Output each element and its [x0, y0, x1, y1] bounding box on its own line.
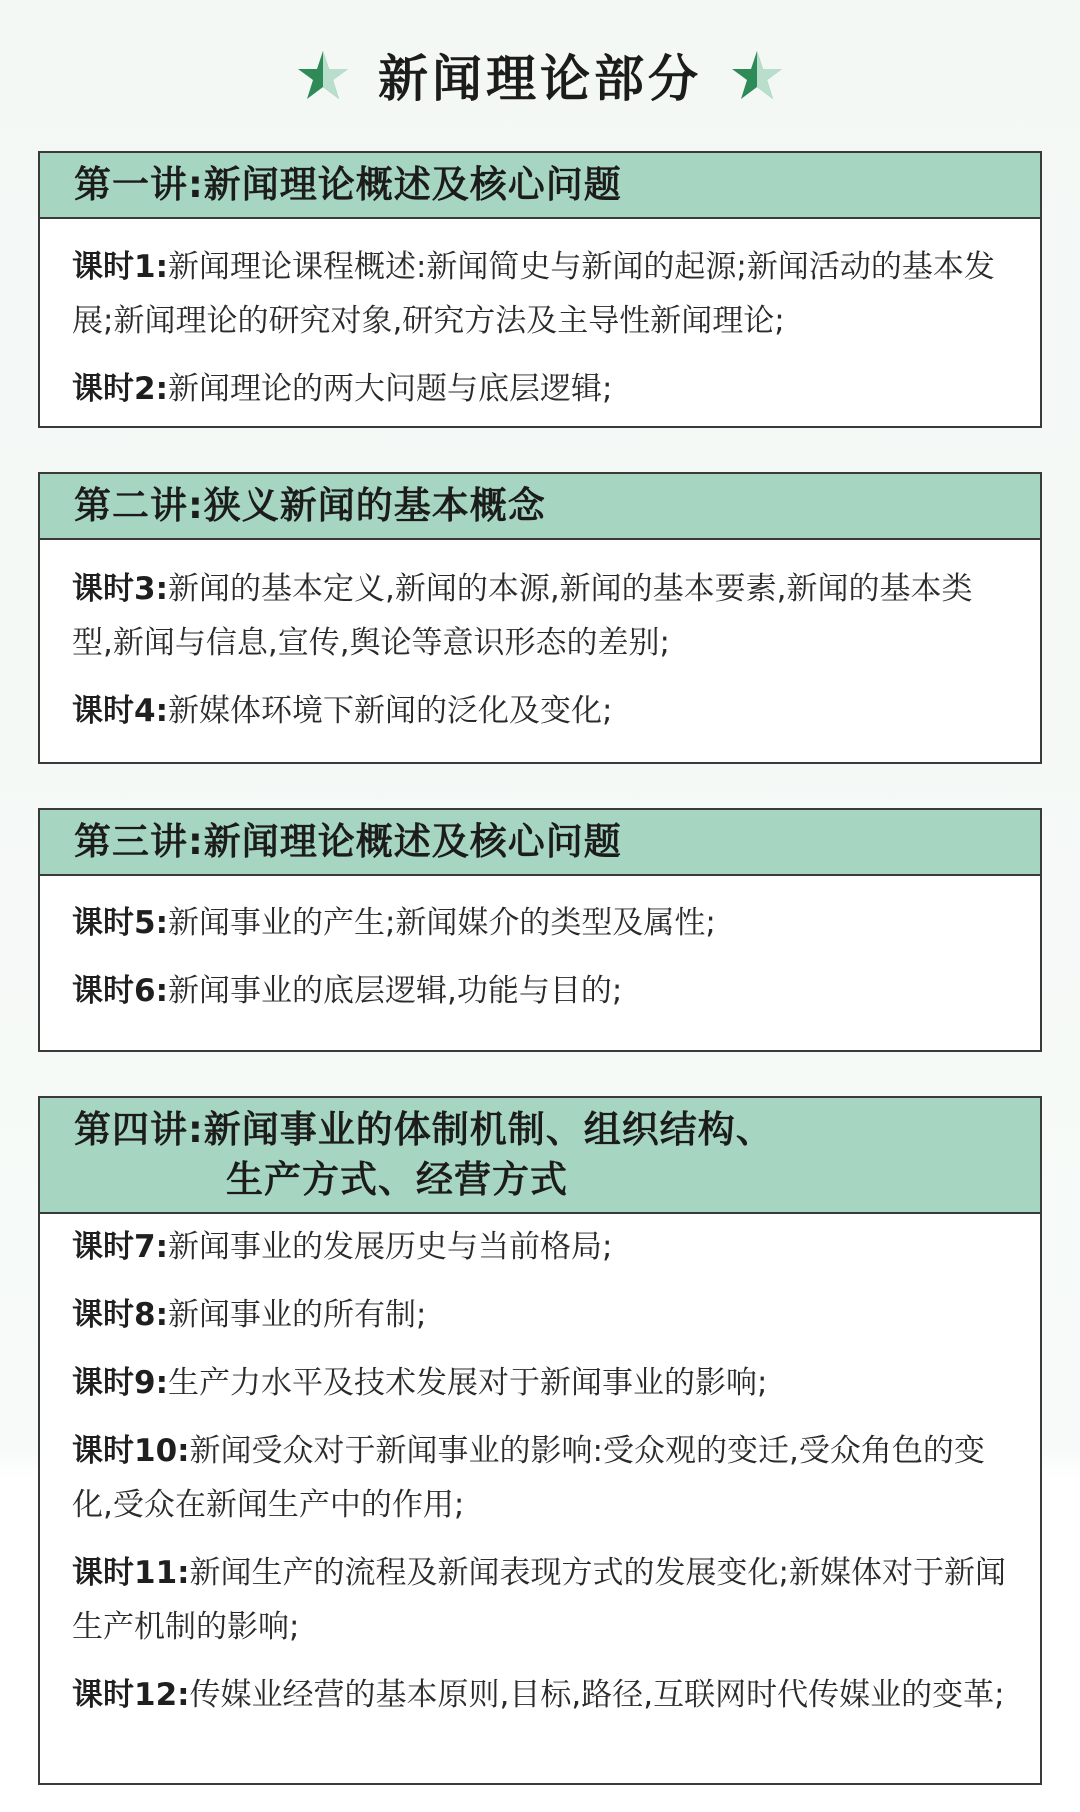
lesson-label: 课时7:	[72, 1229, 168, 1265]
lesson-label: 课时1:	[72, 249, 168, 285]
section-body	[40, 540, 1040, 738]
lesson-label: 课时10:	[72, 1433, 190, 1469]
lesson-text: 新闻的基本定义,新闻的本源,新闻的基本要素,新闻的基本类型,新闻与信息,宣传,舆论等意识形态的差别;	[72, 571, 973, 661]
lesson-item	[72, 896, 1010, 950]
lesson-text: 新闻事业的发展历史与当前格局;	[167, 1229, 613, 1265]
section-title-line-1: 第四讲:新闻事业的体制机制、组织结构、	[74, 1108, 774, 1151]
lesson-item	[72, 684, 1010, 738]
lesson-text: 新闻理论课程概述:新闻简史与新闻的起源;新闻活动的基本发展;新闻理论的研究对象,研究方法及主导性新闻理论;	[72, 249, 995, 339]
lesson-item	[72, 1288, 1010, 1342]
section-body	[40, 219, 1040, 416]
lesson-item	[72, 1424, 1010, 1532]
lecture-section-1	[38, 151, 1042, 428]
lesson-text: 传媒业经营的基本原则,目标,路径,互联网时代传媒业的变革;	[189, 1677, 1005, 1713]
section-title: 第三讲:新闻理论概述及核心问题	[74, 820, 622, 863]
lesson-label: 课时11:	[72, 1555, 190, 1591]
section-body	[40, 876, 1040, 1018]
lesson-label: 课时4:	[72, 693, 168, 729]
lesson-label: 课时5:	[72, 905, 168, 941]
section-header	[40, 1098, 1040, 1214]
lesson-label: 课时3:	[72, 571, 168, 607]
lesson-text: 新闻受众对于新闻事业的影响:受众观的变迁,受众角色的变化,受众在新闻生产中的作用;	[72, 1433, 985, 1523]
section-header	[40, 153, 1040, 219]
lesson-item	[72, 1220, 1010, 1274]
lesson-item	[72, 562, 1010, 670]
lecture-section-2	[38, 472, 1042, 764]
section-header	[40, 474, 1040, 540]
lesson-item	[72, 240, 1010, 348]
section-title	[74, 1105, 774, 1205]
lesson-item	[72, 362, 1010, 416]
lesson-label: 课时8:	[72, 1297, 168, 1333]
lesson-text: 新闻理论的两大问题与底层逻辑;	[167, 371, 613, 407]
lesson-item	[72, 1668, 1010, 1722]
page-title: 新闻理论部分	[378, 50, 702, 108]
lesson-text: 生产力水平及技术发展对于新闻事业的影响;	[167, 1365, 768, 1401]
lesson-item	[72, 964, 1010, 1018]
star-icon	[296, 48, 350, 102]
lesson-text: 新闻事业的底层逻辑,功能与目的;	[167, 973, 623, 1009]
star-icon	[730, 48, 784, 102]
page-header	[0, 40, 1080, 110]
lesson-text: 新媒体环境下新闻的泛化及变化;	[167, 693, 613, 729]
lecture-section-4	[38, 1096, 1042, 1785]
lesson-item	[72, 1546, 1010, 1654]
section-title-line-2: 生产方式、经营方式	[226, 1158, 568, 1201]
section-body	[40, 1214, 1040, 1722]
lesson-label: 课时2:	[72, 371, 168, 407]
section-header	[40, 810, 1040, 876]
lesson-label: 课时9:	[72, 1365, 168, 1401]
lesson-text: 新闻生产的流程及新闻表现方式的发展变化;新媒体对于新闻生产机制的影响;	[72, 1555, 1006, 1645]
lesson-item	[72, 1356, 1010, 1410]
lecture-section-3	[38, 808, 1042, 1052]
lesson-text: 新闻事业的产生;新闻媒介的类型及属性;	[167, 905, 716, 941]
section-title: 第二讲:狭义新闻的基本概念	[74, 484, 546, 527]
lesson-label: 课时12:	[72, 1677, 190, 1713]
lesson-label: 课时6:	[72, 973, 168, 1009]
lesson-text: 新闻事业的所有制;	[167, 1297, 427, 1333]
section-title: 第一讲:新闻理论概述及核心问题	[74, 163, 622, 206]
